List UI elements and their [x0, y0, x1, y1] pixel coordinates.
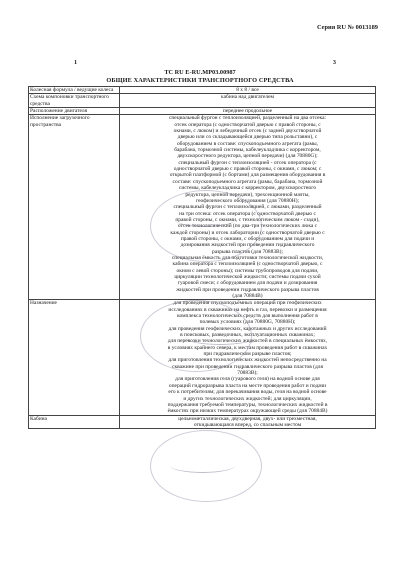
- value-line: специальный фургон с теплоизоляцией, с люками, разделенный: [173, 204, 322, 211]
- value-line: и других технологических жидкостей; для циркуляции,: [183, 395, 312, 402]
- value-line: отсек оператора (с одностворчатой дверью с правой стороны, с: [174, 121, 321, 128]
- value-line: системы, кабелеукладчика с корректором, двухскоростного: [178, 185, 317, 192]
- row-label: Назначение: [29, 300, 120, 415]
- signature-middle: [185, 330, 255, 345]
- value-line: окнами, с люком) и лебедочный отсек (с задней двухстворчатой: [173, 128, 322, 135]
- row-value: [120, 87, 376, 94]
- value-line: в условиях крайнего севера, к местам проведения работ в скважинах: [167, 344, 328, 351]
- row-label: Исполнение загрузочного пространства: [29, 115, 120, 300]
- page-number-right: 3: [332, 59, 336, 66]
- row-value: [120, 415, 376, 429]
- value-line: жидкостей при проведении гидравлического разрыва пластов: [176, 286, 319, 293]
- page-number-left: 1: [74, 59, 78, 66]
- value-line: комплекса технологических средств для выполнения работ в: [177, 313, 318, 320]
- value-line: открытой платформой (с бортами) для размещения оборудования в: [169, 172, 326, 179]
- value-line: геофизического оборудования (для 70880H);: [195, 197, 300, 204]
- serial-number: Серия RU № 0013189: [316, 24, 378, 31]
- value-line: скважине при проведении гидравлического разрыва пластов (для: [172, 363, 323, 370]
- row-label: Колесная формула / ведущие колеса: [29, 87, 120, 94]
- table-row: [29, 108, 376, 115]
- table-row: [29, 87, 376, 94]
- value-line: при гидравлическом разрыве пластов;: [203, 351, 292, 358]
- value-line: цельнометаллическая, двухдверная, двух- или трехместная,: [178, 415, 317, 422]
- table-row: [29, 415, 376, 429]
- value-line: редуктора, цепной передачи), трехсекционной мачты,: [185, 191, 310, 198]
- document-title: ОБЩИЕ ХАРАКТЕРИСТИКИ ТРАНСПОРТНОГО СРЕДСТВА: [106, 77, 294, 84]
- value-line: 8 x 8 / все: [236, 87, 259, 93]
- value-line: ёмкостях при низких температурах окружающей среды (для 70884B): [167, 408, 328, 415]
- value-line: оборудованием в составе: спускоподъемного агрегата (рамы,: [176, 140, 319, 147]
- row-value: [120, 94, 376, 108]
- value-line: одностворчатой дверью с правой стороны, с окнами, с люком; с: [173, 166, 322, 173]
- value-line: на три отсека: отсек оператора (с одностворчатой дверью с: [179, 210, 316, 217]
- value-line: кабина над двигателем: [221, 94, 274, 101]
- value-line: разрыва пластов (для 70883B);: [211, 248, 283, 255]
- value-line: переднее продольное: [222, 108, 273, 115]
- row-value: [120, 108, 376, 115]
- signature-bottom: [170, 458, 235, 473]
- value-line: исследованиях в скважинах на нефть и газ, перевозки и размещения: [168, 306, 327, 313]
- value-line: кабина оператора с теплоизоляцией (с одностворчатой дверью, с: [172, 261, 323, 268]
- row-label: Расположение двигателя: [29, 108, 120, 115]
- row-label: Схема компоновки транспортного средства: [29, 94, 120, 108]
- signature-top: [175, 212, 235, 227]
- value-line: для приготовления геля (гуарового геля) на водной основе для: [175, 376, 320, 383]
- value-line: откидывающаяся вперед, со спальным местом: [193, 421, 302, 428]
- value-line: дверью или со складывающейся дверью типа рольставни), с: [177, 134, 318, 141]
- value-line: окном с левой стороны); системы трубопроводов для подачи,: [176, 267, 319, 274]
- value-line: правой стороны, с окнами, с технологическим люком - сзади),: [175, 216, 320, 223]
- value-line: специальный фургон с теплоизоляцией, разделенный на два отсека:: [168, 115, 327, 122]
- value-line: поддержания требуемой температуры, технологических жидкостей в: [167, 401, 328, 408]
- value-line: двухскоростного редуктора, цепной передачи) (для 70880G);: [177, 153, 318, 160]
- value-line: специальный фургон с теплоизоляцией - отсек оператора (с: [178, 159, 317, 166]
- value-line: для проведения спускоподъёмных операций при геофизических: [173, 300, 322, 307]
- value-line: барабана, тормозной системы, кабелеукладчика с корректором,: [174, 147, 321, 154]
- value-line: в поисковых, разведочных, эксплуатационных скважинах;: [180, 332, 315, 339]
- value-line: дозирования жидкостей при проведении гидравлического: [180, 242, 315, 249]
- value-line: для приготовления технологических жидкостей непосредственно на: [168, 357, 327, 364]
- value-line: его к потребителям; для перекачивания воды, геля на водной основе: [168, 389, 327, 396]
- value-line: каждой стороны) и отсек лаборатории (с одностворчатой дверью с: [170, 229, 325, 236]
- value-line: полевых условиях (для 70880G, 70880H);: [199, 319, 296, 326]
- row-label: Кабина: [29, 415, 120, 429]
- value-line: гуаровой смеси; с оборудованием для подачи и дозирования: [177, 280, 318, 287]
- value-line: для перевозки технологических жидкостей в специальных ёмкостях,: [167, 338, 328, 345]
- value-line: циркуляции технологической жидкости; системы подачи сухой: [174, 273, 321, 280]
- value-line: (для 70884B): [232, 293, 263, 299]
- value-line: 70883B);: [237, 370, 258, 377]
- document-number: TC RU E-RU.MP03.00987: [164, 69, 236, 76]
- value-line: специальная ёмкость для подготовки технологической жидкости,: [171, 254, 324, 261]
- value-line: для проведения геофизических, каротажных и других исследований: [168, 325, 327, 332]
- value-line: отсек технологический (по два-три технологических люка с: [177, 223, 318, 230]
- table-row: [29, 94, 376, 108]
- value-line: правой стороны, с окнами, с оборудованием для подачи и: [180, 235, 315, 242]
- value-line: операций гидроразрыва пласта на месте проведения работ и подачи: [168, 382, 327, 389]
- value-line: составе: спускоподъемного агрегата (рамы, барабана, тормозной: [172, 178, 323, 185]
